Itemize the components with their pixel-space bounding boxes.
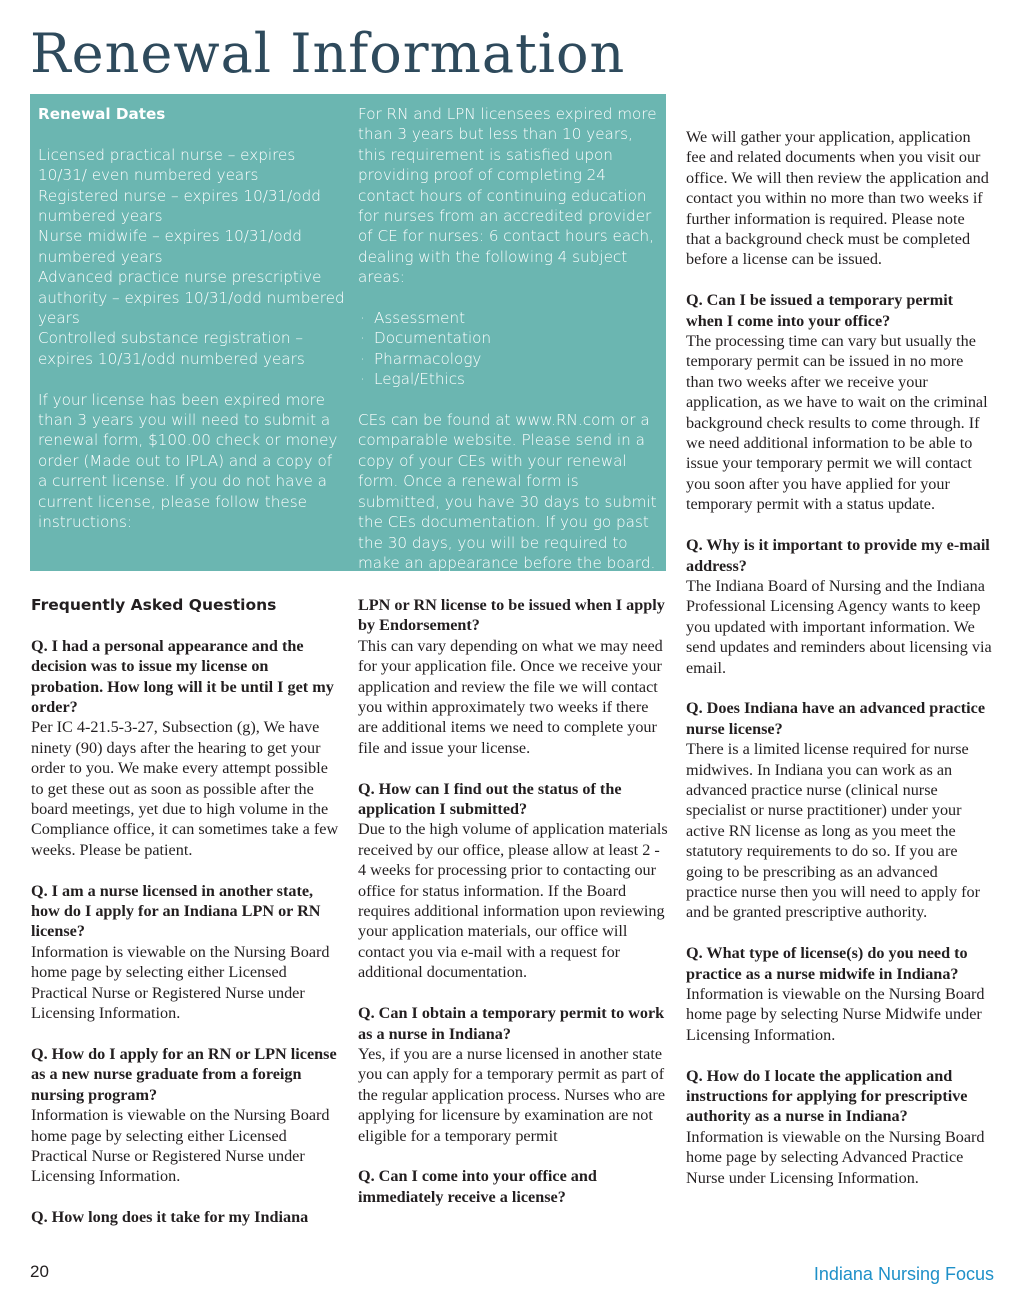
- faq-question: Q. Why is it important to provide my e-mail address?: [686, 536, 990, 575]
- ce-subject-list: [358, 308, 658, 390]
- page-title: Renewal Information: [30, 22, 626, 85]
- faq-question-continued: Q. How long does it take for my Indiana: [31, 1208, 309, 1227]
- renewal-dates-heading: Renewal Dates: [38, 105, 166, 123]
- faq-question: Q. I am a nurse licensed in another state, how do I apply for an Indiana LPN or RN license?: [31, 881, 321, 941]
- publication-name: Indiana Nursing Focus: [813, 1264, 994, 1284]
- faq-question: Q. How do I apply for an RN or LPN license as a new nurse graduate from a foreign nursing program?: [31, 1044, 337, 1104]
- faq-answer: Information is viewable on the Nursing Board home page by selecting Advanced Practice Nurse under Licensing Information.: [686, 1127, 985, 1187]
- renewal-box-right-column: [358, 104, 658, 573]
- renewal-date-apn: Advanced practice nurse prescriptive authority – expires 10/31/odd numbered years: [38, 268, 345, 328]
- faq-answer: Information is viewable on the Nursing Board home page by selecting either Licensed Practical Nurse or Registered Nurse under Licensing Information.: [31, 942, 330, 1023]
- ce-subject-item: · Legal/Ethics: [358, 369, 658, 389]
- renewal-date-midwife: Nurse midwife – expires 10/31/odd numbered years: [38, 227, 302, 266]
- renewal-date-rn: Registered nurse – expires 10/31/odd numbered years: [38, 186, 321, 226]
- faq-column-1: [31, 595, 341, 1228]
- ce-subject-item: · Assessment: [358, 308, 658, 328]
- faq-question: Q. I had a personal appearance and the decision was to issue my license on probation. How long will it be until I get my order?: [31, 636, 334, 717]
- faq-question: Q. What type of license(s) do you need to practice as a nurse midwife in Indiana?: [686, 944, 968, 983]
- faq-column-2: [358, 595, 668, 1207]
- faq-question: Q. How can I find out the status of the application I submitted?: [358, 779, 622, 819]
- faq-answer: Information is viewable on the Nursing Board home page by selecting either Licensed Practical Nurse or Registered Nurse under Licensing Information.: [31, 1106, 330, 1186]
- renewal-box-left-column: [38, 104, 346, 533]
- faq-answer: This can vary depending on what we may need for your application file. Once we receive your application and review the file we will contact you within approximately two weeks if there are additional items we need to complete your file and issue your license.: [358, 636, 663, 757]
- faq-answer: The processing time can vary but usually the temporary permit can be issued in no more than two weeks after we receive your application, as we have to wait on the criminal background check results to come through. If we need additional information to be able to issue your temporary permit we will contact you soon after you have applied for your temporary permit with a status update.: [686, 332, 988, 514]
- faq-answer: Per IC 4-21.5-3-27, Subsection (g), We have ninety (90) days after the hearing to get your order to you. We make every attempt possible to get these out as soon as possible after the board meetings, yet due to high volume in the Compliance office, it can sometimes take a few weeks. Please be patient.: [31, 718, 339, 859]
- ce-submission-paragraph: CEs can be found at www.RN.com or a comparable website. Please send in a copy of your CEs with your renewal form. Once a renewal form is submitted, you have 30 days to submit the CEs documentation. If you go past the 30 days, you will be required to make an appearance before the board.: [358, 411, 657, 572]
- faq-heading: Frequently Asked Questions: [31, 596, 277, 614]
- faq-question: Q. Can I be issued a temporary permit when I come into your office?: [686, 291, 954, 330]
- expired-license-paragraph: If your license has been expired more than 3 years you will need to submit a renewal form, $100.00 check or money order (Made out to IPLA) and a copy of a current license. If you do not have a current license, please follow these instructions:: [38, 390, 338, 532]
- faq-answer: Information is viewable on the Nursing Board home page by selecting Nurse Midwife under Licensing Information.: [686, 985, 985, 1044]
- faq-answer: Yes, if you are a nurse licensed in another state you can apply for a temporary permit as part of the regular application process. Nurses who are applying for licensure by examination are not eligible for a temporary permit: [358, 1044, 666, 1145]
- ce-subject-item: · Documentation: [358, 328, 658, 348]
- faq-answer: The Indiana Board of Nursing and the Indiana Professional Licensing Agency wants to keep you updated with important information. We send updates and reminders about licensing via email.: [686, 576, 992, 677]
- ce-requirement-paragraph: For RN and LPN licensees expired more than 3 years but less than 10 years, this requirement is satisfied upon providing proof of completing 24 contact hours of continuing education for nurses from an accredited provider of CE for nurses: 6 contact hours each, dealing with the following 4 subject areas:: [358, 105, 657, 287]
- faq-question: Q. Does Indiana have an advanced practice nurse license?: [686, 699, 986, 738]
- page-number: 20: [30, 1262, 49, 1281]
- faq-answer-continuation: We will gather your application, application fee and related documents when you visit our office. We will then review the application and contact you within no more than two weeks if further information is required. Please note that a background check must be completed before a license can be issued.: [686, 128, 989, 269]
- faq-question: Q. How do I locate the application and instructions for applying for prescriptive authority as a nurse in Indiana?: [686, 1066, 968, 1126]
- renewal-date-lpn: Licensed practical nurse – expires 10/31/ even numbered years: [38, 145, 296, 185]
- faq-answer: There is a limited license required for nurse midwives. In Indiana you can work as an advanced practice nurse (clinical nurse specialist or nurse practitioner) under your active RN license as long as you meet the statutory requirements to do so. If you are going to be prescribing as an advanced practice nurse then you will need to apply for and be granted prescriptive authority.: [686, 740, 980, 922]
- faq-question-continued: Q. Can I come into your office and immediately receive a license?: [358, 1167, 597, 1206]
- faq-column-3: [686, 127, 992, 1188]
- renewal-date-controlled-substance: Controlled substance registration – expires 10/31/odd numbered years: [38, 329, 305, 368]
- faq-question: Q. Can I obtain a temporary permit to work as a nurse in Indiana?: [358, 1004, 665, 1043]
- faq-question-continuation: LPN or RN license to be issued when I apply by Endorsement?: [358, 596, 665, 635]
- faq-answer: Due to the high volume of application materials received by our office, please allow at least 2 - 4 weeks for processing prior to contacting our office for status information. If the Board requires additional information upon reviewing your application materials, our office will contact you via e-mail with a request for additional documentation.: [358, 820, 668, 982]
- ce-subject-item: · Pharmacology: [358, 349, 658, 369]
